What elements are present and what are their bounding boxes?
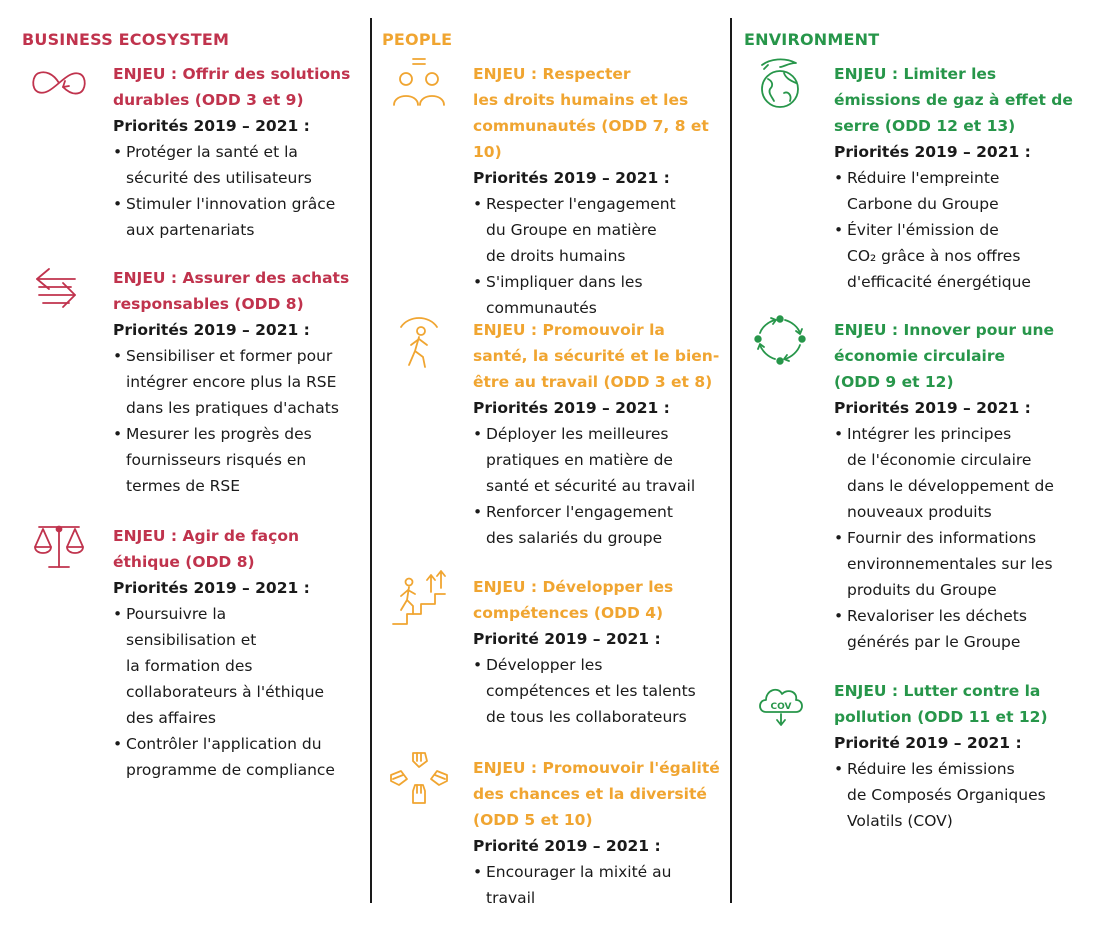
enjeu-section [473,61,728,321]
enjeu-title: ENJEU : Offrir des solutions durables (ODD 3 et 9) [113,65,351,109]
column-title: BUSINESS ECOSYSTEM [22,30,230,49]
priorities-label: Priorités 2019 – 2021 : [834,143,1031,161]
enjeu-section [113,61,368,243]
priorities-label: Priorités 2019 – 2021 : [113,579,310,597]
enjeu-section [834,317,1102,655]
enjeu-title: ENJEU : Innover pour une économie circulaire (ODD 9 et 12) [834,321,1055,391]
list-item: • Stimuler l'innovation grâce aux partenariats [113,191,368,243]
list-item: • Éviter l'émission de CO₂ grâce à nos offres d'efficacité énergétique [834,217,1102,295]
list-item: • Revaloriser les déchets générés par le Groupe [834,603,1102,655]
infinity-arrow-icon [19,55,99,111]
priorities-list [473,191,728,321]
cov-icon-label: COV [770,702,792,712]
globe-hand-icon [740,55,820,111]
column-title: PEOPLE [382,30,453,49]
enjeu-section [473,317,728,551]
enjeu-section [473,574,728,730]
priorities-label: Priorités 2019 – 2021 : [473,399,670,417]
list-item: • Protéger la santé et la sécurité des utilisateurs [113,139,368,191]
hands-icon [379,749,459,805]
priorities-list [113,343,368,499]
list-item: • Réduire les émissions de Composés Organiques Volatils (COV) [834,756,1102,834]
column-environment [732,0,1104,927]
people-icon [379,55,459,111]
priorities-label: Priorité 2019 – 2021 : [834,734,1022,752]
circular-economy-icon [740,311,820,367]
list-item: • Sensibiliser et former pour intégrer encore plus la RSE dans les pratiques d'achats [113,343,368,421]
list-item: • Poursuivre la sensibilisation et la formation des collaborateurs à l'éthique des affaires [113,601,368,731]
priorities-label: Priorités 2019 – 2021 : [834,399,1031,417]
column-people [372,0,728,927]
column-title: ENVIRONMENT [744,30,880,49]
priorities-list [834,421,1102,655]
enjeu-section [834,61,1102,295]
priorities-label: Priorités 2019 – 2021 : [473,169,670,187]
list-item: • Développer les compétences et les talents de tous les collaborateurs [473,652,728,730]
list-item: • Fournir des informations environnementales sur les produits du Groupe [834,525,1102,603]
enjeu-section [770,678,1102,834]
priorities-list [113,139,368,243]
scales-icon [19,517,99,573]
priorities-list [473,421,728,551]
priorities-label: Priorité 2019 – 2021 : [473,837,661,855]
walking-person-icon [379,311,459,367]
priorities-label: Priorités 2019 – 2021 : [113,321,310,339]
list-item: • Mesurer les progrès des fournisseurs risqués en termes de RSE [113,421,368,499]
list-item: • Renforcer l'engagement des salariés du groupe [473,499,728,551]
enjeu-section [473,755,728,911]
list-item: • Contrôler l'application du programme de compliance [113,731,368,783]
list-item: • Intégrer les principes de l'économie circulaire dans le développement de nouveaux produits [834,421,1102,525]
enjeu-section [113,265,368,499]
list-item: • Respecter l'engagement du Groupe en matière de droits humains [473,191,728,269]
priorities-label: Priorités 2019 – 2021 : [113,117,310,135]
list-item: • Réduire l'empreinte Carbone du Groupe [834,165,1102,217]
priorities-label: Priorité 2019 – 2021 : [473,630,661,648]
list-item: • Encourager la mixité au travail [473,859,728,911]
priorities-list [834,756,1102,834]
priorities-list [834,165,1102,295]
enjeu-title: ENJEU : Agir de façon éthique (ODD 8) [113,527,300,571]
priorities-list [113,601,368,783]
cov-cloud-icon [740,672,820,728]
enjeu-section [113,523,368,783]
stairs-climbing-icon [379,568,459,624]
enjeu-title: ENJEU : Limiter les émissions de gaz à effet de serre (ODD 12 et 13) [834,65,1073,135]
enjeu-title: ENJEU : Développer les compétences (ODD 4) [473,578,674,622]
enjeu-title: ENJEU : Promouvoir l'égalité des chances et la diversité (ODD 5 et 10) [473,759,720,829]
enjeu-title: ENJEU : Lutter contre la pollution (ODD 11 et 12) [834,682,1048,726]
priorities-list [473,652,728,730]
enjeu-title: ENJEU : Promouvoir la santé, la sécurité et le bien- être au travail (ODD 3 et 8) [473,321,720,391]
list-item: • Déployer les meilleures pratiques en matière de santé et sécurité au travail [473,421,728,499]
column-business-ecosystem [0,0,368,927]
enjeu-title: ENJEU : Respecter les droits humains et les communautés (ODD 7, 8 et 10) [473,65,709,161]
priorities-list [473,859,728,911]
list-item: • S'impliquer dans les communautés [473,269,728,321]
enjeu-title: ENJEU : Assurer des achats responsables (ODD 8) [113,269,350,313]
exchange-arrows-icon [19,259,99,315]
